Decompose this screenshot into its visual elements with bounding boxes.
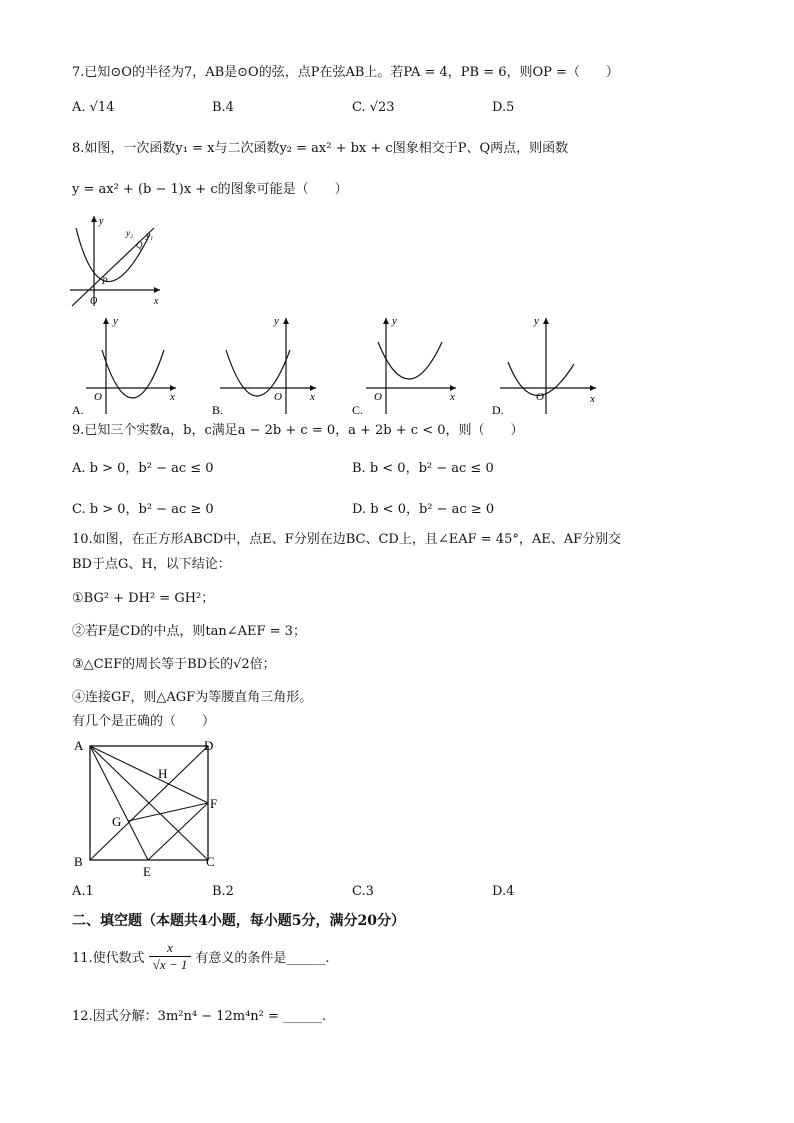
q8-a-origin-label: O bbox=[94, 391, 102, 403]
q8-main-graph bbox=[66, 212, 166, 308]
q11-numerator: x bbox=[167, 940, 173, 955]
q11-suffix: 有意义的条件是______. bbox=[195, 951, 330, 966]
q8-a-x-label: x bbox=[170, 391, 175, 403]
q8-main-y1-label: y₁ bbox=[146, 230, 154, 240]
q8-b-y-label: y bbox=[274, 315, 279, 327]
q9-option-d: D. b < 0，b² − ac ≥ 0 bbox=[352, 502, 495, 517]
q8-d-origin-label: O bbox=[536, 391, 544, 403]
q10-square-figure bbox=[70, 736, 230, 880]
q8-main-x-label: x bbox=[154, 296, 159, 307]
q10-label-f: F bbox=[210, 796, 218, 811]
q10-label-h: H bbox=[158, 766, 168, 781]
q10-item-1: ①BG² + DH² = GH²； bbox=[72, 591, 215, 606]
q8-d-letter: D. bbox=[492, 403, 504, 417]
q10-label-d: D bbox=[204, 738, 214, 753]
q9-option-a: A. b > 0，b² − ac ≤ 0 bbox=[72, 461, 214, 476]
q12-stem: 12.因式分解：3m²n⁴ − 12m⁴n² = ______. bbox=[72, 1009, 327, 1024]
q8-d-x-label: x bbox=[590, 393, 595, 405]
q8-c-letter: C. bbox=[352, 403, 364, 417]
q7-stem: 7.已知⊙O的半径为7，AB是⊙O的弦，点P在弦AB上。若PA = 4，PB = 6，则OP =（ ） bbox=[72, 65, 619, 80]
q8-b-origin-label: O bbox=[274, 391, 282, 403]
q8-c-y-label: y bbox=[392, 315, 397, 327]
q8-option-b-graph bbox=[212, 312, 324, 418]
q8-stem-line1: 8.如图，一次函数y₁ = x与二次函数y₂ = ax² + bx + c图象相交于P、Q两点，则函数 bbox=[72, 141, 569, 156]
q10-label-g: G bbox=[112, 814, 122, 829]
q8-stem-line2: y = ax² + (b − 1)x + c的图象可能是（ ） bbox=[72, 182, 348, 197]
q8-option-a-graph bbox=[72, 312, 184, 418]
q8-b-letter: B. bbox=[212, 403, 224, 417]
q7-option-c: C. √23 bbox=[352, 100, 395, 115]
q8-main-y2-label: y₂ bbox=[126, 228, 134, 238]
q8-option-d-graph bbox=[492, 312, 604, 418]
q8-option-c-graph bbox=[352, 312, 464, 418]
q10-option-a: A.1 bbox=[72, 884, 94, 899]
q10-option-d: D.4 bbox=[492, 884, 515, 899]
q11-denominator: √x − 1 bbox=[149, 956, 192, 973]
q8-d-y-label: y bbox=[534, 315, 539, 327]
q7-option-a: A. √14 bbox=[72, 100, 115, 115]
q8-b-x-label: x bbox=[310, 391, 315, 403]
q8-main-y-label: y bbox=[99, 216, 104, 227]
q10-label-c: C bbox=[206, 854, 215, 869]
q8-a-letter: A. bbox=[72, 403, 84, 417]
section-2-title: 二、填空题（本题共4小题，每小题5分，满分20分） bbox=[72, 913, 405, 929]
q10-item-2: ②若F是CD的中点，则tan∠AEF = 3； bbox=[72, 624, 306, 639]
q10-label-a: A bbox=[74, 738, 84, 753]
q8-main-q-label: Q bbox=[136, 240, 143, 250]
q8-c-x-label: x bbox=[450, 391, 455, 403]
q11-fraction bbox=[149, 940, 192, 973]
q10-label-e: E bbox=[143, 864, 151, 879]
q10-item-3: ③△CEF的周长等于BD长的√2倍； bbox=[72, 657, 276, 672]
q8-main-p-label: P bbox=[102, 276, 108, 286]
q10-stem-line2: BD于点G、H，以下结论： bbox=[72, 557, 231, 572]
q8-a-y-label: y bbox=[113, 315, 118, 327]
q11-prefix: 11.使代数式 bbox=[72, 951, 145, 966]
q7-option-b: B.4 bbox=[212, 100, 234, 115]
q8-main-origin-label: O bbox=[90, 296, 98, 307]
q10-label-b: B bbox=[74, 854, 83, 869]
q9-option-b: B. b < 0，b² − ac ≤ 0 bbox=[352, 461, 494, 476]
q8-c-origin-label: O bbox=[374, 391, 382, 403]
q10-stem-line1: 10.如图，在正方形ABCD中，点E、F分别在边BC、CD上，且∠EAF = 45°，AE、AF分别交 bbox=[72, 532, 622, 547]
q10-option-c: C.3 bbox=[352, 884, 374, 899]
q9-option-c: C. b > 0，b² − ac ≥ 0 bbox=[72, 502, 214, 517]
q10-option-b: B.2 bbox=[212, 884, 234, 899]
q10-item-4: ④连接GF，则△AGF为等腰直角三角形。 bbox=[72, 690, 313, 705]
q9-stem: 9.已知三个实数a，b，c满足a − 2b + c = 0，a + 2b + c < 0，则（ ） bbox=[72, 423, 524, 438]
q10-question: 有几个是正确的（ ） bbox=[72, 714, 216, 729]
q7-option-d: D.5 bbox=[492, 100, 515, 115]
q11 bbox=[72, 940, 330, 973]
